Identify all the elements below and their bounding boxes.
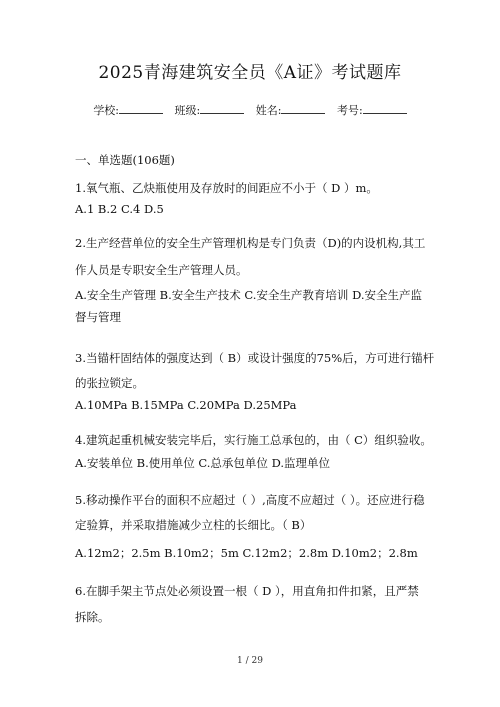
exam-no-label: 考号: [336, 104, 363, 117]
class-blank [200, 103, 244, 114]
question-2-options-line-2: 督与管理 [75, 310, 121, 324]
question-2-options-line-1: A.安全生产管理 B.安全生产技术 C.安全生产教育培训 D.安全生产监 [75, 288, 423, 302]
document-title: 2025青海建筑安全员《A证》考试题库 [98, 63, 402, 83]
class-label: 班级: [174, 104, 201, 117]
class-field [175, 103, 245, 119]
question-4-text: 4.建筑起重机械安装完毕后，实行施工总承包的，由（ C）组织验收。 [75, 433, 432, 447]
school-label: 学校: [93, 104, 120, 117]
section-heading: 一、单选题(106题) [75, 153, 175, 167]
student-info-line [0, 103, 500, 119]
question-6-text-line-2: 拆除。 [75, 610, 110, 624]
exam-no-field [337, 103, 407, 119]
question-2-text-line-1: 2.生产经营单位的安全生产管理机构是专门负责（D)的内设机构,其工 [75, 236, 426, 250]
question-6-text-line-1: 6.在脚手架主节点处必须设置一根（ D ），用直角扣件扣紧，且严禁 [75, 584, 419, 598]
exam-no-blank [363, 103, 407, 114]
question-5-text-line-2: 定验算，并采取措施减少立柱的长细比。（ B） [75, 518, 312, 532]
question-3-options: A.10MPa B.15MPa C.20MPa D.25MPa [75, 398, 297, 412]
question-5-options: A.12m2；2.5m B.10m2；5m C.12m2；2.8m D.10m2；2.8m [75, 546, 418, 560]
question-4-options: A.安装单位 B.使用单位 C.总承包单位 D.监理单位 [75, 456, 331, 470]
name-label: 姓名: [255, 104, 282, 117]
school-field [93, 103, 163, 119]
name-field [256, 103, 326, 119]
question-1-text: 1.氧气瓶、乙炔瓶使用及存放时的间距应不小于（ D ）m。 [75, 181, 378, 195]
question-2-text-line-2: 作人员是专职安全生产管理人员。 [75, 263, 248, 277]
question-3-text-line-1: 3.当锚杆固结体的强度达到（ B）或设计强度的75%后，方可进行锚杆 [75, 351, 435, 365]
question-3-text-line-2: 的张拉锁定。 [75, 376, 144, 390]
school-blank [119, 103, 163, 114]
question-1-options: A.1 B.2 C.4 D.5 [75, 202, 164, 216]
name-blank [281, 103, 325, 114]
question-5-text-line-1: 5.移动操作平台的面积不应超过（ ）,高度不应超过（ ）。还应进行稳 [75, 493, 425, 507]
page-number: 1 / 29 [237, 656, 263, 666]
